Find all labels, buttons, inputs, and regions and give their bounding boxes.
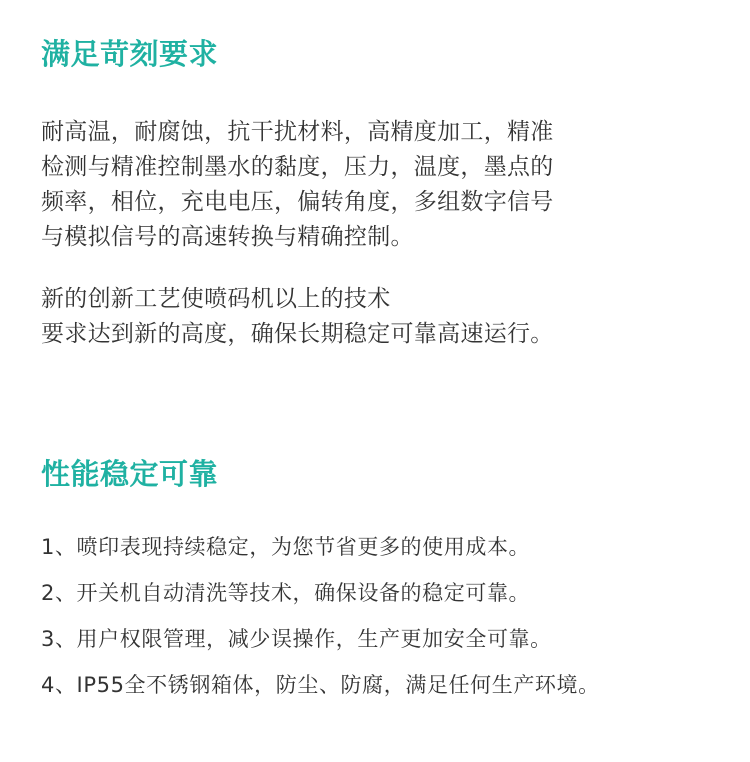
section-title-stability: 性能稳定可靠 [41, 457, 219, 491]
requirements-paragraph [41, 115, 721, 255]
paragraph-line: 频率，相位，充电电压，偏转角度，多组数字信号 [41, 189, 554, 215]
list-item: 2、开关机自动清洗等技术，确保设备的稳定可靠。 [41, 581, 531, 605]
list-item: 1、喷印表现持续稳定，为您节省更多的使用成本。 [41, 535, 531, 559]
paragraph-line: 要求达到新的高度，确保长期稳定可靠高速运行。 [41, 321, 554, 347]
paragraph-line: 耐高温，耐腐蚀，抗干扰材料，高精度加工，精准 [41, 119, 554, 145]
innovation-paragraph [41, 282, 721, 352]
list-item: 3、用户权限管理，减少误操作，生产更加安全可靠。 [41, 627, 552, 651]
section-title-requirements: 满足苛刻要求 [41, 37, 219, 71]
paragraph-line: 检测与精准控制墨水的黏度，压力，温度，墨点的 [41, 154, 554, 180]
stability-feature-list [41, 536, 731, 720]
list-item: 4、IP55全不锈钢箱体，防尘、防腐，满足任何生产环境。 [41, 673, 600, 697]
paragraph-line: 与模拟信号的高速转换与精确控制。 [41, 224, 414, 250]
paragraph-line: 新的创新工艺使喷码机以上的技术 [41, 286, 391, 312]
